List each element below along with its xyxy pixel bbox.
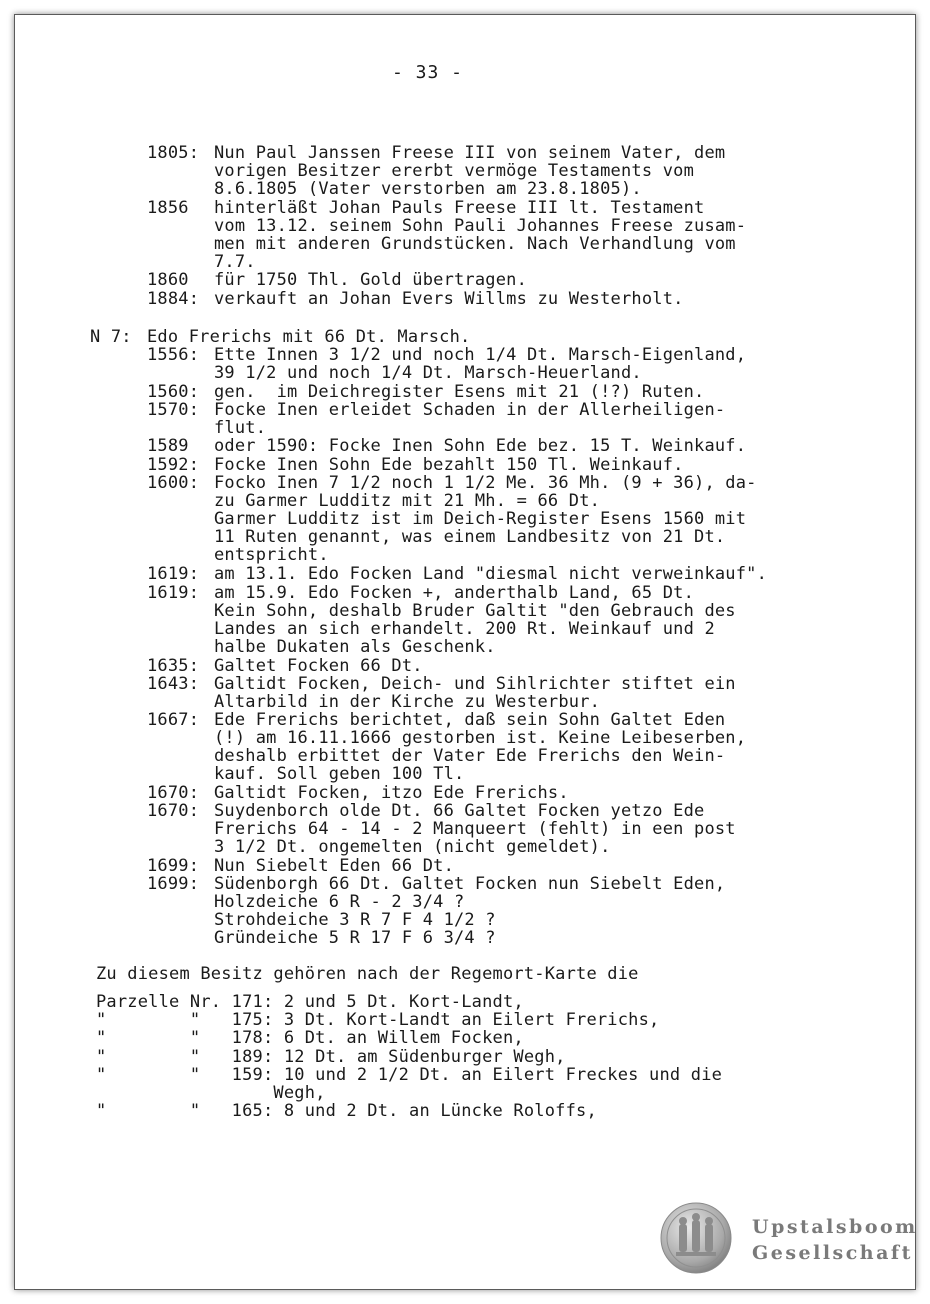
entry-text: Nun Siebelt Eden 66 Dt.	[214, 856, 455, 876]
seal-icon	[660, 1202, 732, 1274]
entry-text: Holzdeiche 6 R - 2 3/4 ?	[214, 892, 465, 912]
entry-text: hinterläßt Johan Pauls Freese III lt. Testament	[214, 198, 705, 218]
entry-text: Suydenborch olde Dt. 66 Galtet Focken yetzo Ede	[214, 801, 705, 821]
entry-year: 1699:	[147, 856, 200, 876]
entry-text: vom 13.12. seinem Sohn Pauli Johannes Freese zusam-	[214, 216, 747, 236]
entry-text: Focko Inen 7 1/2 noch 1 1/2 Me. 36 Mh. (9 + 36), da-	[214, 473, 757, 493]
entry-year: 1860	[147, 270, 189, 290]
entry-text: 11 Ruten genannt, was einem Landbesitz von 21 Dt.	[214, 527, 726, 547]
section-label: N 7:	[90, 327, 132, 347]
entry-text: Galtet Focken 66 Dt.	[214, 656, 423, 676]
entry-year: 1570:	[147, 400, 200, 420]
entry-text: (!) am 16.11.1666 gestorben ist. Keine Leibeserben,	[214, 728, 747, 748]
entry-text: 8.6.1805 (Vater verstorben am 23.8.1805).	[214, 179, 642, 199]
entry-text: oder 1590: Focke Inen Sohn Ede bez. 15 T. Weinkauf.	[214, 436, 747, 456]
entry-text: Focke Inen Sohn Ede bezahlt 150 Tl. Weinkauf.	[214, 455, 684, 475]
entry-text: halbe Dukaten als Geschenk.	[214, 637, 496, 657]
entry-year: 1556:	[147, 345, 200, 365]
entry-text: Altarbild in der Kirche zu Westerbur.	[214, 692, 601, 712]
entry-year: 1643:	[147, 674, 200, 694]
entry-text: Landes an sich erhandelt. 200 Rt. Weinkauf und 2	[214, 619, 715, 639]
regemort-intro: Zu diesem Besitz gehören nach der Regemort-Karte die	[96, 964, 639, 984]
entry-year: 1619:	[147, 564, 200, 584]
entry-text: Focke Inen erleidet Schaden in der Allerheiligen-	[214, 400, 726, 420]
entry-year: 1589	[147, 436, 189, 456]
logo-wordmark-line1: Upstalsboom	[752, 1216, 918, 1238]
entry-year: 1699:	[147, 874, 200, 894]
parcel-row: " " 165: 8 und 2 Dt. an Lüncke Roloffs,	[96, 1101, 597, 1121]
entry-text: für 1750 Thl. Gold übertragen.	[214, 270, 528, 290]
entry-text: kauf. Soll geben 100 Tl.	[214, 764, 465, 784]
entry-text: 7.7.	[214, 252, 256, 272]
entry-text: men mit anderen Grundstücken. Nach Verhandlung vom	[214, 234, 736, 254]
entry-text: 39 1/2 und noch 1/4 Dt. Marsch-Heuerland.	[214, 363, 642, 383]
entry-text: Ede Frerichs berichtet, daß sein Sohn Galtet Eden	[214, 710, 726, 730]
entry-year: 1805:	[147, 143, 200, 163]
entry-text: gen. im Deichregister Esens mit 21 (!?) Ruten.	[214, 382, 705, 402]
entry-text: zu Garmer Ludditz mit 21 Mh. = 66 Dt.	[214, 491, 601, 511]
entry-year: 1667:	[147, 710, 200, 730]
entry-year: 1635:	[147, 656, 200, 676]
entry-text: Garmer Ludditz ist im Deich-Register Esens 1560 mit	[214, 509, 747, 529]
entry-text: verkauft an Johan Evers Willms zu Westerholt.	[214, 289, 684, 309]
entry-text: Strohdeiche 3 R 7 F 4 1/2 ?	[214, 910, 496, 930]
entry-year: 1600:	[147, 473, 200, 493]
parcel-row: Wegh,	[96, 1083, 326, 1103]
parcel-row: " " 159: 10 und 2 1/2 Dt. an Eilert Freckes und die	[96, 1065, 723, 1085]
logo-wordmark-line2: Gesellschaft	[752, 1242, 913, 1264]
entry-text: 3 1/2 Dt. ongemelten (nicht gemeldet).	[214, 837, 611, 857]
entry-text: am 13.1. Edo Focken Land "diesmal nicht verweinkauf".	[214, 564, 768, 584]
entry-year: 1670:	[147, 783, 200, 803]
entry-text: Kein Sohn, deshalb Bruder Galtit "den Gebrauch des	[214, 601, 736, 621]
entry-year: 1670:	[147, 801, 200, 821]
entry-year: 1856	[147, 198, 189, 218]
entry-text: Galtidt Focken, Deich- und Sihlrichter stiftet ein	[214, 674, 736, 694]
entry-year: 1619:	[147, 583, 200, 603]
entry-text: Nun Paul Janssen Freese III von seinem Vater, dem	[214, 143, 726, 163]
entry-text: Gründeiche 5 R 17 F 6 3/4 ?	[214, 928, 496, 948]
parcel-row: " " 189: 12 Dt. am Südenburger Wegh,	[96, 1047, 566, 1067]
page-number: - 33 -	[392, 62, 464, 83]
section-heading: Edo Frerichs mit 66 Dt. Marsch.	[147, 327, 471, 347]
entry-year: 1884:	[147, 289, 200, 309]
entry-text: entspricht.	[214, 545, 329, 565]
entry-text: deshalb erbittet der Vater Ede Frerichs den Wein-	[214, 746, 726, 766]
entry-text: am 15.9. Edo Focken +, anderthalb Land, 65 Dt.	[214, 583, 695, 603]
entry-text: vorigen Besitzer ererbt vermöge Testaments vom	[214, 161, 695, 181]
parcel-row: Parzelle Nr. 171: 2 und 5 Dt. Kort-Landt,	[96, 992, 524, 1012]
entry-text: Galtidt Focken, itzo Ede Frerichs.	[214, 783, 569, 803]
entry-text: Ette Innen 3 1/2 und noch 1/4 Dt. Marsch-Eigenland,	[214, 345, 747, 365]
entry-text: flut.	[214, 418, 267, 438]
entry-text: Südenborgh 66 Dt. Galtet Focken nun Siebelt Eden,	[214, 874, 726, 894]
parcel-row: " " 178: 6 Dt. an Willem Focken,	[96, 1028, 524, 1048]
entry-text: Frerichs 64 - 14 - 2 Manqueert (fehlt) in een post	[214, 819, 736, 839]
entry-year: 1592:	[147, 455, 200, 475]
parcel-row: " " 175: 3 Dt. Kort-Landt an Eilert Frerichs,	[96, 1010, 660, 1030]
entry-year: 1560:	[147, 382, 200, 402]
